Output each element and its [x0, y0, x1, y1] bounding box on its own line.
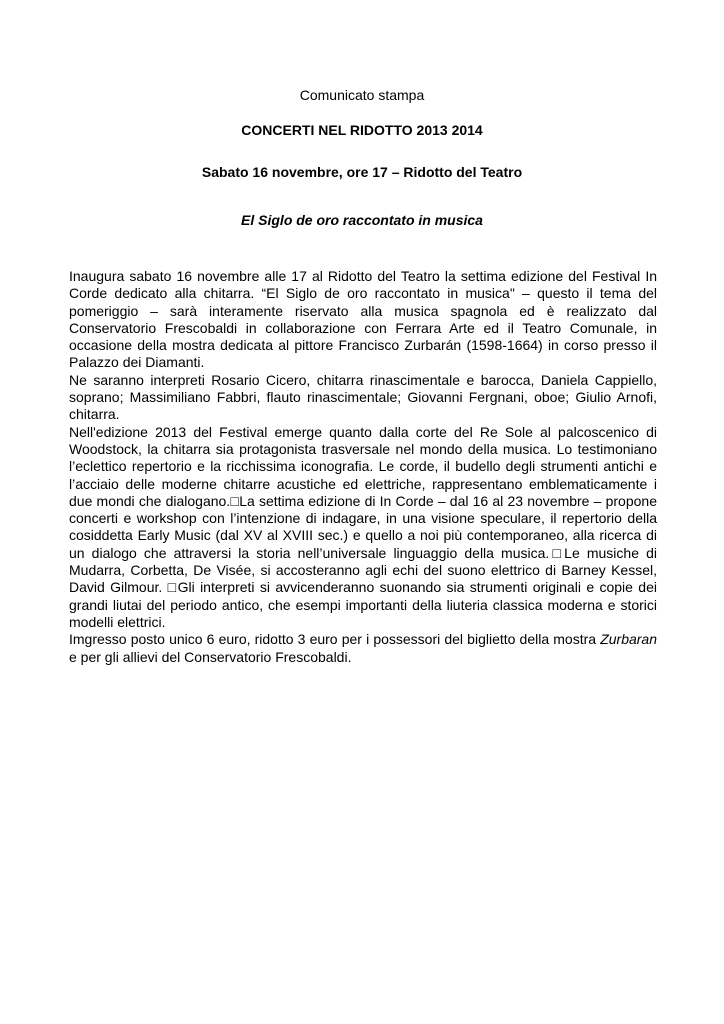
- event-title: El Siglo de oro raccontato in musica: [241, 212, 483, 228]
- tickets-exhibition-name: Zurbaran: [600, 631, 657, 648]
- paragraph-intro: Inaugura sabato 16 novembre alle 17 al Ridotto del Teatro la settima edizione del Festival In Corde dedicato alla chitarra. “El Siglo de oro raccontato in musica" – questo il tema del pomeriggio – sarà interamente riservato alla musica spagnola ed è realizzato dal Conservatorio Frescobaldi in collaborazione con Ferrara Arte ed il Teatro Comunale, in occasione della mostra dedicata al pittore Francisco Zurbarán (1598-1664) in corso presso il Palazzo dei Diamanti.: [69, 268, 657, 371]
- press-release-label: Comunicato stampa: [299, 87, 425, 103]
- tickets-text-end: e per gli allievi del Conservatorio Frescobaldi.: [69, 648, 352, 665]
- paragraph-performers: Ne saranno interpreti Rosario Cicero, chitarra rinascimentale e barocca, Daniela Cappiello, soprano; Massimiliano Fabbri, flauto rinascimentale; Giovanni Fergnani, oboe; Giulio Arnofi, chitarra.: [69, 371, 657, 423]
- document-title: CONCERTI NEL RIDOTTO 2013 2014: [241, 122, 483, 138]
- event-date-location: Sabato 16 novembre, ore 17 – Ridotto del Teatro: [201, 164, 523, 180]
- body-text: [69, 268, 657, 666]
- tickets-text-start: Imgresso posto unico 6 euro, ridotto 3 euro per i possessori del biglietto della mostra: [69, 631, 601, 648]
- paragraph-festival: Nell'edizione 2013 del Festival emerge quanto dalla corte del Re Sole al palcoscenico di Woodstock, la chitarra sia protagonista trasversale nel mondo della musica. Lo testimoniano l’eclettico repertorio e la ricchissima iconografia. Le corde, il budello degli strumenti antichi e l’acciaio delle moderne chitarre acustiche ed elettriche, rappresentano emblematicamente i due mondi che dialogano.□La settima edizione di In Corde – dal 16 al 23 novembre – propone concerti e workshop con l’intenzione di indagare, in una visione speculare, il repertorio della cosiddetta Early Music (dal XV al XVIII sec.) e quello a noi più contemporaneo, alla ricerca di un dialogo che attraversi la storia nell’universale linguaggio della musica.□Le musiche di Mudarra, Corbetta, De Visée, si accosteranno agli echi del suono elettrico di Barney Kessel, David Gilmour. □Gli interpreti si avvicenderanno suonando sia strumenti originali e copie dei grandi liutai del periodo antico, che esempi importanti della liuteria classica moderna e storici modelli elettrici.: [69, 423, 657, 630]
- paragraph-tickets: [69, 631, 657, 666]
